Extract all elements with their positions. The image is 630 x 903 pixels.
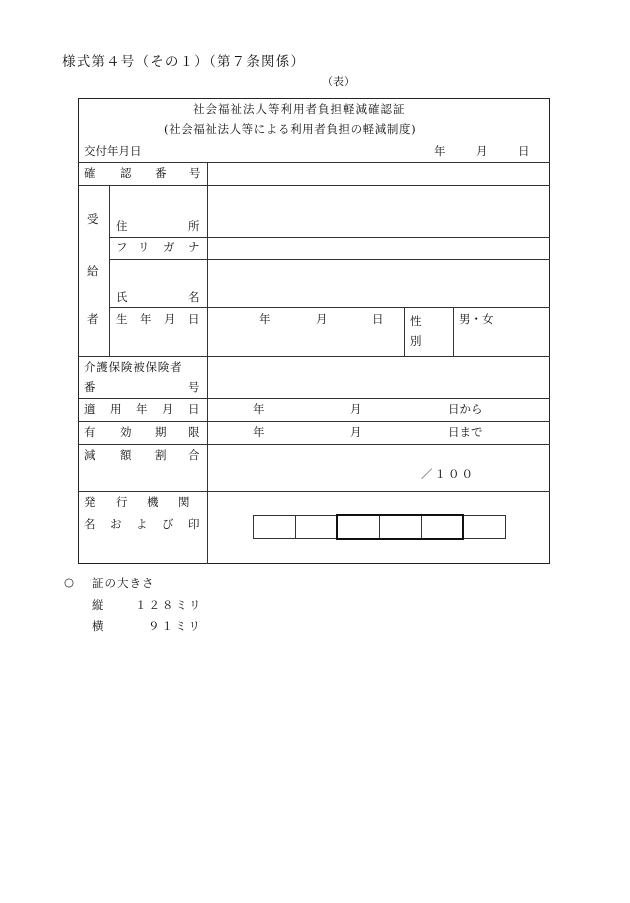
birthdate-label-2: 年 <box>140 312 152 326</box>
issuer-label-2e: 印 <box>188 517 200 531</box>
birthdate-month-unit: 月 <box>316 312 328 326</box>
sex-value: 男・女 <box>459 312 494 326</box>
issue-date-month: 月 <box>476 144 488 158</box>
issue-date-day: 日 <box>518 144 530 158</box>
recipient-label-1: 受 <box>87 212 99 226</box>
effective-date-label-1: 適 <box>84 402 96 416</box>
issue-date-label: 交付年月日 <box>84 144 142 158</box>
certificate-title: 社会福祉法人等利用者負担軽減確認証 <box>193 102 406 116</box>
row-divider <box>109 307 550 308</box>
sex-value-divider <box>453 307 454 356</box>
issue-date-year: 年 <box>434 144 446 158</box>
birthdate-year-unit: 年 <box>259 312 271 326</box>
row-divider <box>78 398 550 399</box>
effective-date-label-4: 月 <box>162 402 174 416</box>
row-divider <box>78 444 550 445</box>
effective-day-unit: 日から <box>448 402 483 416</box>
row-divider <box>78 356 550 357</box>
recipient-label-2: 給 <box>87 264 99 278</box>
name-label-2: 名 <box>188 290 200 304</box>
note-bullet: ○ <box>64 575 75 589</box>
confirmation-number-label-3: 番 <box>155 166 167 180</box>
confirmation-number-label-4: 号 <box>189 166 201 180</box>
issuer-label-1c: 機 <box>147 495 159 509</box>
validity-year-unit: 年 <box>253 425 265 439</box>
validity-label-4: 限 <box>188 425 200 439</box>
form-title: 様式第４号（その１）（第７条関係） <box>62 54 306 70</box>
reduction-label-1: 減 <box>84 448 96 462</box>
birthdate-day-unit: 日 <box>372 312 384 326</box>
effective-date-label-5: 日 <box>188 402 200 416</box>
issuer-label-1a: 発 <box>84 495 96 509</box>
issuer-code-box[interactable] <box>253 515 296 539</box>
row-divider <box>109 237 550 238</box>
sex-label-2: 別 <box>410 334 422 348</box>
issuer-label-2c: よ <box>136 517 148 531</box>
issuer-code-highlight <box>336 514 464 540</box>
certificate-subtitle: (社会福祉法人等による利用者負担の軽減制度) <box>164 122 417 136</box>
height-label: 縦 <box>92 598 104 612</box>
reduction-value: ／１００ <box>421 467 475 481</box>
validity-day-unit: 日まで <box>448 425 483 439</box>
address-label-2: 所 <box>188 219 200 233</box>
issuer-label-2b: お <box>110 517 122 531</box>
reduction-label-4: 合 <box>188 448 200 462</box>
issuer-label-2a: 名 <box>84 517 96 531</box>
row-divider <box>78 421 550 422</box>
furigana-label-2: リ <box>138 240 150 254</box>
birthdate-label-1: 生 <box>116 312 128 326</box>
insured-number-label-2b: 号 <box>188 380 200 394</box>
furigana-label-4: ナ <box>188 240 200 254</box>
issuer-code-box[interactable] <box>295 515 338 539</box>
birthdate-label-3: 月 <box>164 312 176 326</box>
recipient-column-divider <box>109 185 110 356</box>
row-divider <box>78 491 550 492</box>
validity-label-1: 有 <box>84 425 96 439</box>
birthdate-label-4: 日 <box>188 312 200 326</box>
name-label-1: 氏 <box>116 290 128 304</box>
issuer-label-1d: 関 <box>178 495 190 509</box>
insured-number-label: 介護保険被保険者 <box>84 360 183 374</box>
address-label-1: 住 <box>116 219 128 233</box>
insured-number-label-2a: 番 <box>84 380 96 394</box>
height-value: １２８ミリ <box>135 598 203 612</box>
row-divider <box>78 162 550 163</box>
effective-month-unit: 月 <box>350 402 362 416</box>
reduction-label-3: 割 <box>155 448 167 462</box>
issuer-label-1b: 行 <box>116 495 128 509</box>
label-column-divider <box>207 162 208 564</box>
reduction-label-2: 額 <box>120 448 132 462</box>
width-value: ９１ミリ <box>148 619 202 633</box>
validity-month-unit: 月 <box>350 425 362 439</box>
effective-date-label-2: 用 <box>110 402 122 416</box>
furigana-label-3: ガ <box>163 240 175 254</box>
note-heading: 証の大きさ <box>92 576 155 590</box>
furigana-label-1: フ <box>116 240 128 254</box>
validity-label-2: 効 <box>120 425 132 439</box>
width-label: 横 <box>92 619 104 633</box>
effective-year-unit: 年 <box>253 402 265 416</box>
row-divider <box>109 259 550 260</box>
face-label: （表） <box>322 75 355 88</box>
issuer-code-box[interactable] <box>463 515 506 539</box>
effective-date-label-3: 年 <box>136 402 148 416</box>
confirmation-number-label-1: 確 <box>84 166 96 180</box>
recipient-label-3: 者 <box>87 312 99 326</box>
issuer-label-2d: び <box>162 517 174 531</box>
sex-label-1: 性 <box>410 314 422 328</box>
confirmation-number-label-2: 認 <box>120 166 132 180</box>
row-divider <box>78 185 550 186</box>
validity-label-3: 期 <box>155 425 167 439</box>
sex-column-divider <box>404 307 405 356</box>
